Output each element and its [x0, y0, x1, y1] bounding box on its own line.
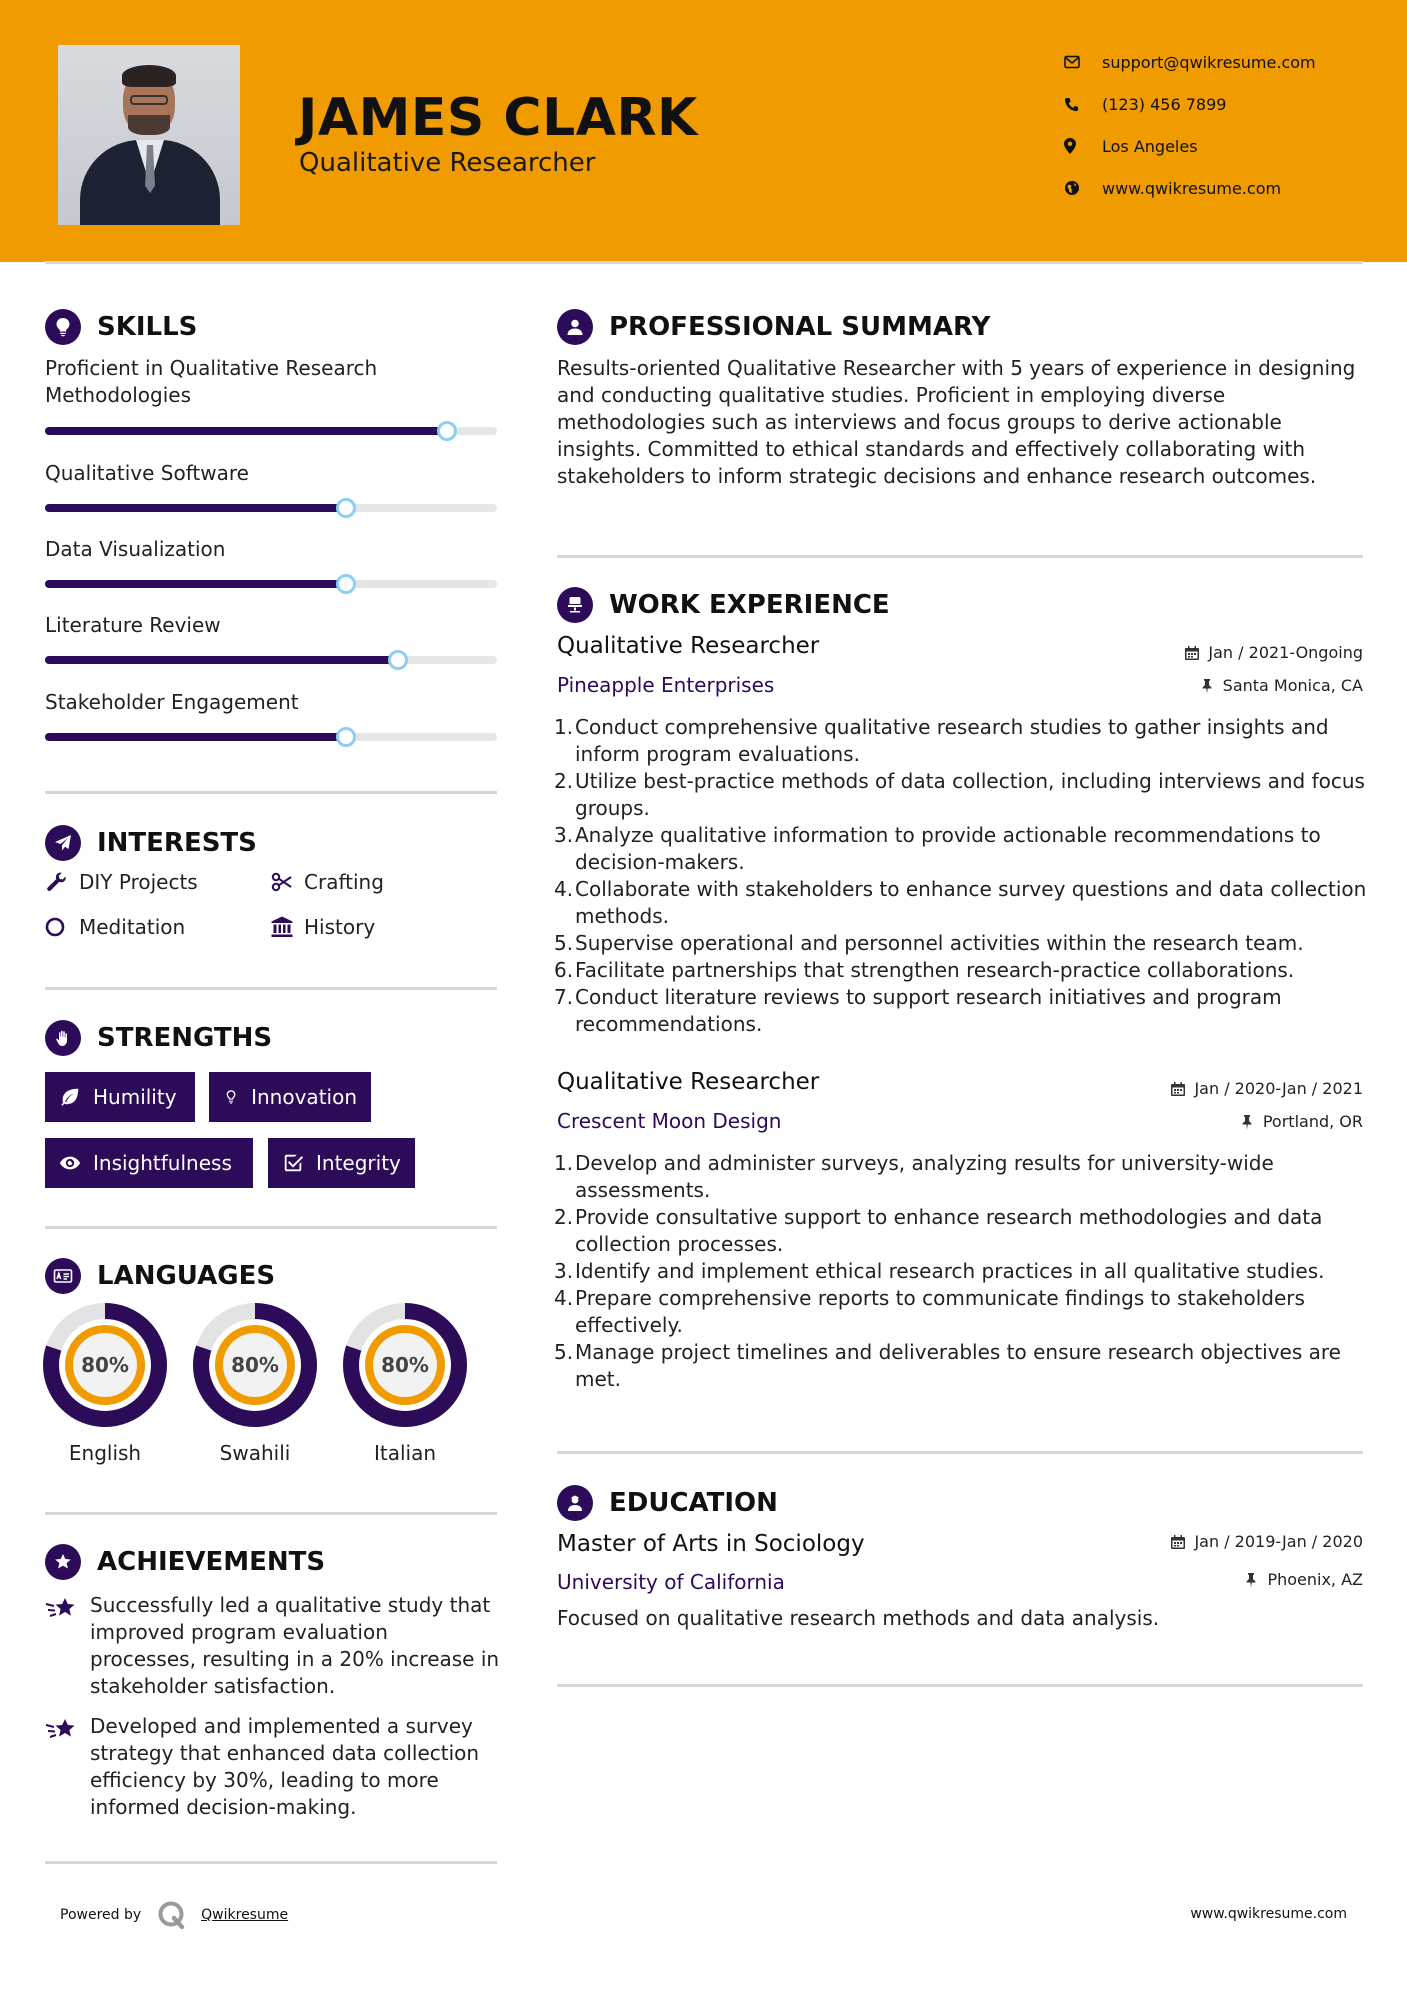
list-item: Develop and administer surveys, analyzing results for university-wide assessments.	[575, 1151, 1274, 1202]
graduate-icon	[557, 1485, 593, 1521]
skill-item	[45, 460, 497, 487]
skill-item	[45, 612, 497, 639]
globe-icon	[1064, 180, 1102, 196]
chair-icon	[557, 587, 593, 623]
skill-item	[45, 689, 497, 716]
job-title: Qualitative Researcher	[557, 1069, 820, 1095]
skill-name: Data Visualization	[45, 537, 226, 561]
education-degree: Master of Arts in Sociology	[557, 1531, 865, 1557]
achievement-item	[45, 1713, 500, 1821]
language-donut	[43, 1303, 167, 1427]
job-location-text: Santa Monica, CA	[1222, 676, 1363, 695]
interests-title: INTERESTS	[97, 828, 257, 858]
experience-heading	[557, 587, 890, 623]
skills-heading	[45, 309, 197, 345]
list-item: Analyze qualitative information to provide actionable recommendations to decision-makers.	[575, 823, 1321, 874]
strength-label: Integrity	[316, 1151, 401, 1175]
language-percent: 80%	[231, 1353, 279, 1377]
lightbulb-icon	[223, 1086, 239, 1108]
job-dates-text: Jan / 2021-Ongoing	[1208, 643, 1363, 662]
language-donut	[343, 1303, 467, 1427]
scissors-icon	[270, 870, 304, 894]
summary-heading	[557, 309, 990, 345]
star-badge-icon	[45, 1544, 81, 1580]
skill-item	[45, 536, 497, 563]
language-item	[193, 1303, 317, 1465]
leaf-icon	[59, 1086, 81, 1108]
section-divider	[557, 555, 1363, 558]
qwikresume-logo-icon	[157, 1900, 187, 1930]
language-item	[343, 1303, 467, 1465]
skill-bar	[45, 733, 497, 741]
skill-bar	[45, 427, 497, 435]
footer-powered-by	[60, 1900, 288, 1930]
language-percent: 80%	[381, 1353, 429, 1377]
achievements-heading	[45, 1544, 325, 1580]
circle-icon	[45, 915, 79, 939]
skill-name: Qualitative Software	[45, 461, 249, 485]
skill-bar-fill	[45, 427, 447, 435]
skill-bar-knob[interactable]	[388, 650, 408, 670]
job-company: Pineapple Enterprises	[557, 673, 775, 697]
list-item: Utilize best-practice methods of data collection, including interviews and focus groups.	[575, 769, 1365, 820]
job-title: Qualitative Researcher	[557, 633, 820, 659]
list-item: Prepare comprehensive reports to communicate findings to stakeholders effectively.	[575, 1286, 1305, 1337]
candidate-name: JAMES CLARK	[298, 88, 698, 148]
list-item: Conduct literature reviews to support research initiatives and program recommendations.	[575, 985, 1282, 1036]
strength-tag	[209, 1072, 371, 1122]
contact-location-text: Los Angeles	[1102, 136, 1198, 156]
strength-tag	[268, 1138, 415, 1188]
contact-phone[interactable]	[1064, 83, 1316, 125]
list-item: Provide consultative support to enhance research methodologies and data collection processes.	[575, 1205, 1323, 1256]
job-dates-text: Jan / 2020-Jan / 2021	[1194, 1079, 1363, 1098]
section-divider	[45, 987, 497, 990]
section-divider	[45, 1226, 497, 1229]
education-heading	[557, 1485, 778, 1521]
contact-phone-text: (123) 456 7899	[1102, 94, 1227, 114]
language-name: English	[68, 1441, 142, 1465]
job-dates	[1184, 643, 1363, 662]
summary-title: PROFESSIONAL SUMMARY	[609, 312, 991, 342]
list-item: Conduct comprehensive qualitative research studies to gather insights and inform program evaluations.	[575, 715, 1329, 766]
section-divider	[45, 1861, 497, 1864]
calendar-icon	[1170, 1534, 1186, 1550]
job-location	[1239, 1112, 1363, 1131]
language-name: Swahili	[219, 1441, 291, 1465]
contact-website-text: www.qwikresume.com	[1102, 178, 1282, 198]
skill-bar-fill	[45, 656, 398, 664]
job-dates	[1170, 1079, 1363, 1098]
paper-plane-icon	[45, 825, 81, 861]
contact-website[interactable]	[1064, 167, 1316, 209]
language-name: Italian	[373, 1441, 437, 1465]
museum-icon	[270, 915, 304, 939]
list-item: Collaborate with stakeholders to enhance survey questions and data collection methods.	[575, 877, 1367, 928]
powered-by-text: Powered by	[60, 1907, 142, 1923]
calendar-icon	[1170, 1081, 1186, 1097]
skill-bar-fill	[45, 733, 346, 741]
check-square-icon	[282, 1152, 304, 1174]
section-divider	[45, 791, 497, 794]
job-bullets	[557, 1150, 1367, 1393]
skill-bar-fill	[45, 504, 346, 512]
strength-label: Innovation	[251, 1085, 357, 1109]
interest-item	[270, 915, 375, 939]
strengths-title: STRENGTHS	[97, 1023, 273, 1053]
header-divider	[45, 261, 1363, 264]
strength-label: Insightfulness	[93, 1151, 232, 1175]
list-item: Supervise operational and personnel activities within the research team.	[575, 931, 1304, 955]
user-icon	[557, 309, 593, 345]
qwikresume-link[interactable]: Qwikresume	[201, 1907, 289, 1923]
skill-item	[45, 355, 497, 409]
hand-icon	[45, 1020, 81, 1056]
job-location-text: Portland, OR	[1262, 1112, 1363, 1131]
skills-title: SKILLS	[97, 312, 198, 342]
skill-bar	[45, 580, 497, 588]
job-company: Crescent Moon Design	[557, 1109, 782, 1133]
calendar-icon	[1184, 645, 1200, 661]
education-title: EDUCATION	[609, 1488, 778, 1518]
education-description: Focused on qualitative research methods and data analysis.	[557, 1606, 1160, 1630]
strength-tag	[45, 1072, 195, 1122]
envelope-icon	[1064, 55, 1102, 69]
skill-bar	[45, 504, 497, 512]
language-donut	[193, 1303, 317, 1427]
education-location-text: Phoenix, AZ	[1267, 1570, 1363, 1589]
strength-tag	[45, 1138, 253, 1188]
interest-label: DIY Projects	[79, 870, 198, 894]
list-item: Identify and implement ethical research practices in all qualitative studies.	[575, 1259, 1325, 1283]
wrench-icon	[45, 870, 79, 894]
achievement-text: Developed and implemented a survey strategy that enhanced data collection efficiency by 30%, leading to more informed decision-making.	[90, 1714, 480, 1819]
list-item: Manage project timelines and deliverables to ensure research objectives are met.	[575, 1340, 1341, 1391]
eye-icon	[59, 1152, 81, 1174]
pushpin-icon	[1243, 1572, 1259, 1588]
pushpin-icon	[1239, 1114, 1255, 1130]
section-divider	[557, 1451, 1363, 1454]
contact-email[interactable]	[1064, 41, 1316, 83]
interest-item	[45, 915, 185, 939]
summary-text: Results-oriented Qualitative Researcher with 5 years of experience in designing and conducting qualitative studies. Proficient in employing diverse methodologies such as interviews and focus groups to derive actionable insights. Committed to ethical standards and effectively collaborating with stakeholders to inform strategic decisions and enhance research outcomes.	[557, 356, 1356, 488]
footer-url[interactable]: www.qwikresume.com	[1190, 1906, 1347, 1922]
achievement-item	[45, 1592, 500, 1700]
section-divider	[557, 1684, 1363, 1687]
section-divider	[45, 1512, 497, 1515]
skill-bar-knob[interactable]	[437, 421, 457, 441]
education-location	[1243, 1570, 1363, 1589]
profile-photo	[58, 45, 240, 225]
interest-item	[270, 870, 384, 894]
skill-bar-knob[interactable]	[336, 498, 356, 518]
interest-label: Crafting	[304, 870, 384, 894]
interest-item	[45, 870, 198, 894]
shooting-star-icon	[45, 1713, 90, 1821]
map-marker-icon	[1064, 138, 1102, 154]
language-item	[43, 1303, 167, 1465]
skill-bar-fill	[45, 580, 346, 588]
skill-bar	[45, 656, 497, 664]
education-dates-text: Jan / 2019-Jan / 2020	[1194, 1532, 1363, 1551]
pushpin-icon	[1199, 678, 1215, 694]
lightbulb-icon	[45, 309, 81, 345]
contact-list	[1064, 41, 1316, 209]
list-item: Facilitate partnerships that strengthen research-practice collaborations.	[575, 958, 1295, 982]
languages-title: LANGUAGES	[97, 1261, 276, 1291]
contact-location	[1064, 125, 1316, 167]
achievement-text: Successfully led a qualitative study that improved program evaluation processes, resulting in a 20% increase in stakeholder satisfaction.	[90, 1593, 500, 1698]
job-bullets	[557, 714, 1367, 1038]
skill-name: Literature Review	[45, 613, 221, 637]
skill-name: Proficient in Qualitative Research Methodologies	[45, 356, 378, 407]
skill-name: Stakeholder Engagement	[45, 690, 299, 714]
achievements-title: ACHIEVEMENTS	[97, 1547, 326, 1577]
candidate-role: Qualitative Researcher	[299, 148, 596, 178]
skill-bar-knob[interactable]	[336, 574, 356, 594]
shooting-star-icon	[45, 1592, 90, 1700]
interest-label: Meditation	[79, 915, 186, 939]
strength-label: Humility	[93, 1085, 177, 1109]
language-percent: 80%	[81, 1353, 129, 1377]
education-school: University of California	[557, 1570, 785, 1594]
skill-bar-knob[interactable]	[336, 727, 356, 747]
resume-header	[0, 0, 1407, 262]
education-dates	[1170, 1532, 1363, 1551]
contact-email-text: support@qwikresume.com	[1102, 52, 1316, 72]
interest-label: History	[304, 915, 376, 939]
interests-heading	[45, 825, 257, 861]
strengths-heading	[45, 1020, 272, 1056]
job-location	[1199, 676, 1363, 695]
languages-heading	[45, 1258, 275, 1294]
language-icon	[45, 1258, 81, 1294]
phone-icon	[1064, 97, 1102, 112]
experience-title: WORK EXPERIENCE	[609, 590, 890, 620]
